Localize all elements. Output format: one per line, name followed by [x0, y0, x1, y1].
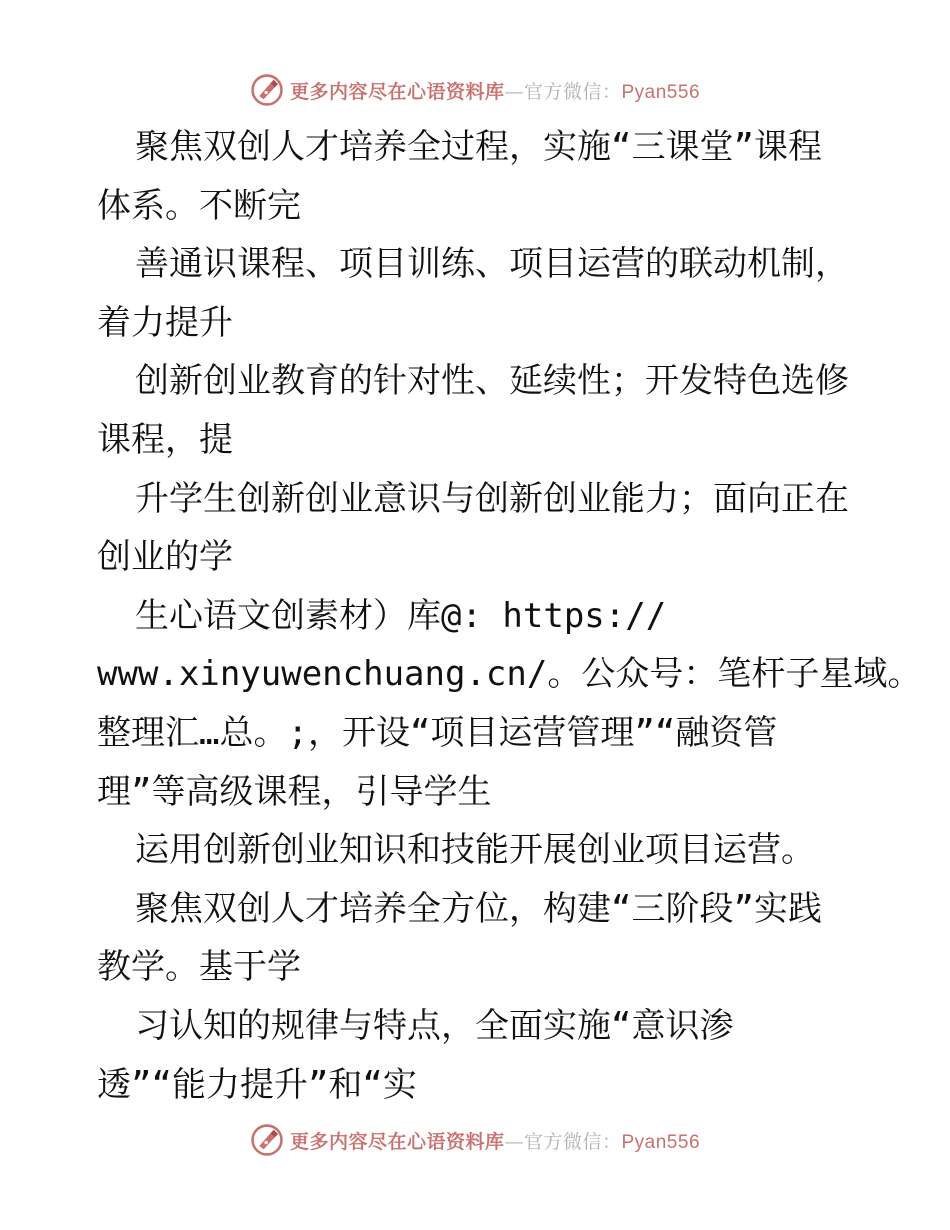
body-line: 创业的学	[97, 537, 233, 578]
body-line: 聚焦双创人才培养全过程，实施“三课堂”课程	[135, 127, 822, 167]
body-text	[97, 118, 922, 1114]
header-separator: —	[504, 80, 524, 103]
header-banner	[0, 70, 950, 110]
body-line: 升学生创新创业意识与创新创业能力；面向正在	[135, 478, 849, 519]
body-line: 理”等高级课程，引导学生	[97, 771, 492, 812]
body-line: 透”“能力提升”和“实	[97, 1064, 417, 1105]
footer-separator: —	[504, 1130, 524, 1153]
body-line: 创新创业教育的针对性、延续性；开发特色选修	[135, 361, 849, 402]
footer-banner-inner	[250, 1123, 700, 1157]
body-line: 善通识课程、项目训练、项目运营的联动机制，	[135, 244, 849, 285]
body-line: 教学。基于学	[97, 947, 301, 988]
body-line: 着力提升	[97, 302, 233, 343]
body-line: 课程，提	[97, 419, 233, 460]
body-line: 运用创新创业知识和技能开展创业项目运营。	[135, 830, 815, 871]
header-banner-inner	[250, 73, 700, 107]
header-banner-text	[290, 77, 700, 104]
body-line: www.xinyuwenchuang.cn/。公众号：笔杆子星域。	[97, 654, 922, 695]
footer-banner-text	[290, 1127, 700, 1154]
pen-nib-circle-logo-icon	[250, 73, 284, 107]
body-line: 整理汇…总。;，开设“项目运营管理”“融资管	[97, 712, 778, 753]
body-line: 聚焦双创人才培养全方位，构建“三阶段”实践	[135, 888, 822, 929]
body-line: 习认知的规律与特点，全面实施“意识渗	[135, 1005, 734, 1046]
footer-wechat-label: 官方微信：	[523, 1131, 622, 1153]
pen-nib-circle-logo-icon	[250, 1123, 284, 1157]
header-brand: 更多内容尽在心语资料库	[289, 80, 505, 103]
body-line: 生心语文创素材）库@: https://	[135, 595, 667, 636]
header-wechat-label: 官方微信：	[523, 81, 622, 103]
footer-brand: 更多内容尽在心语资料库	[289, 1130, 505, 1153]
header-wechat-id: Pyan556	[621, 81, 701, 103]
footer-wechat-id: Pyan556	[621, 1131, 701, 1153]
footer-banner	[0, 1120, 950, 1160]
body-line: 体系。不断完	[97, 185, 301, 226]
